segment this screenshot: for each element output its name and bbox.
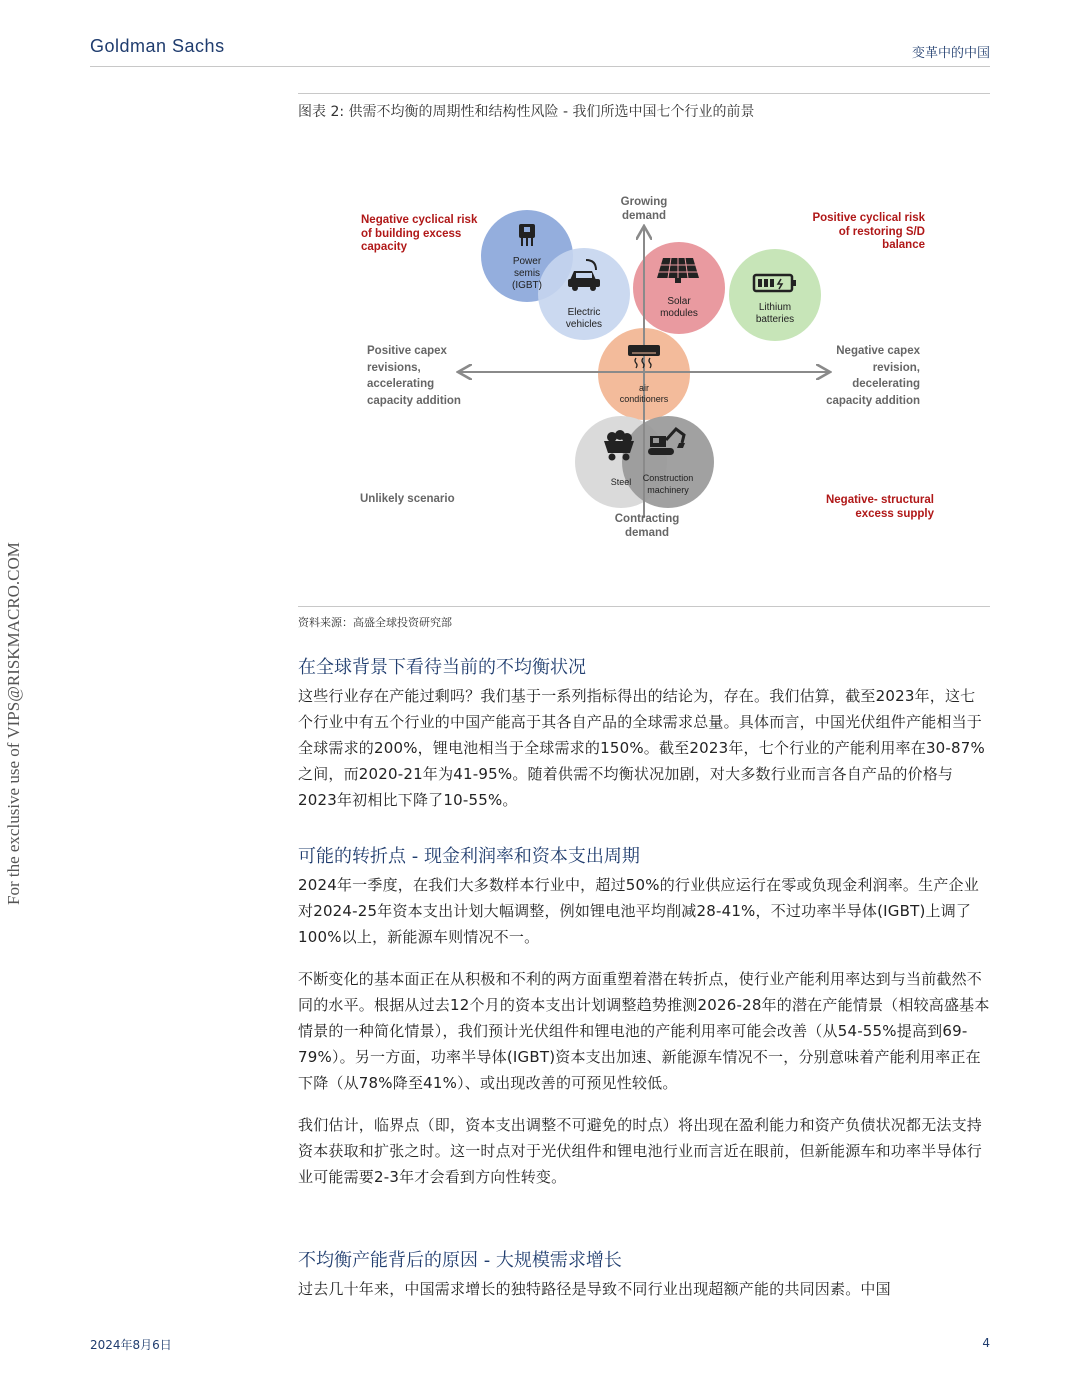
brand-logo-text: Goldman Sachs [90,36,225,56]
electric-car-icon [566,258,604,292]
axis-label-line: capacity addition [826,394,920,407]
label-lithium-batteries [745,302,805,326]
quadrant-diagram [350,190,950,550]
axis-label-left [367,343,461,409]
body-paragraph: 我们估计，临界点（即，资本支出调整不可避免的时点）将出现在盈利能力和资产负债状况都无法支持资本获取和扩张之时。这一时点对于光伏组件和锂电池行业而言近在眼前，但新能源车和功率半导体行业可能需要2-3年才会看到方向性转变。 [298,1116,983,1186]
battery-icon [752,272,798,294]
section-heading: 可能的转折点 - 现金利润率和资本支出周期 [298,846,640,867]
quadrant-label-line: excess supply [855,507,934,520]
axis-label-line: Negative capex [836,345,920,357]
body-paragraph: 不断变化的基本面正在从积极和不利的两方面重塑着潜在转折点，使行业产能利用率达到与当前截然不同的水平。根据从过去12个月的资本支出计划调整趋势推测2026-28年的潜在产能情景（相较高盛基本情景的一种简化情景），我们预计光伏组件和锂电池的产能利用率可能会改善（从54-55%提高到69-79%）。另一方面，功率半导体(IGBT)资本支出加速、新能源车情况不一，分别意味着产能利用率正在下降（从78%降至41%）、或出现改善的可预见性较低。 [298,970,990,1092]
label-line: air [638,383,649,393]
quadrant-label-line: Negative cyclical risk [361,214,478,226]
figure-caption: 图表 2: 供需不均衡的周期性和结构性风险 - 我们所选中国七个行业的前景 [298,104,755,120]
section-heading: 在全球背景下看待当前的不均衡状况 [298,657,586,678]
header-divider [90,66,990,67]
axis-label-line: Growing [620,196,668,208]
chip-icon [516,222,538,248]
quadrant-label-bottom-left: Unlikely scenario [360,493,455,505]
label-air-conditioners [609,383,679,405]
label-line: (IGBT) [512,280,542,291]
axis-label-top [604,196,684,223]
section-demand-growth [298,1249,990,1302]
solar-panel-icon [655,256,701,284]
quadrant-label-top-left [361,214,477,255]
figure-top-divider [298,93,990,94]
footer-date: 2024年8月6日 [90,1338,172,1352]
axis-label-line: Contracting [614,513,680,525]
label-line: Solar [667,296,691,307]
label-line: Lithium [758,302,792,313]
label-construction-machinery [633,472,703,496]
body-paragraph: 2024年一季度，在我们大多数样本行业中，超过50%的行业供应运行在零或负现金利润率。生产企业对2024-25年资本支出计划大幅调整，例如锂电池平均削减28-41%，不过功率半导体(IGBT)上调了100%以上，新能源车则情况不一。 [298,876,979,946]
axis-label-line: decelerating [852,378,920,390]
air-conditioner-icon [626,343,662,369]
figure-source: 资料来源：高盛全球投资研究部 [298,616,452,629]
section-global-context [298,656,990,813]
axis-label-bottom [602,513,692,540]
side-watermark: For the exclusive use of VIPS@RISKMACRO.COM [4,542,23,905]
label-line: Electric [567,307,601,318]
label-power-semis [497,256,557,292]
quadrant-label-line: of restoring S/D [838,225,925,238]
label-line: machinery [647,485,689,495]
label-line: Power [512,256,542,267]
quadrant-label-line: Positive cyclical risk [812,212,925,224]
report-series-title: 变革中的中国 [911,46,990,61]
axis-label-line: demand [621,209,667,222]
label-line: Construction [642,473,694,483]
label-line: modules [660,308,698,319]
label-line: vehicles [565,319,603,330]
axis-label-line: revisions, [367,361,421,374]
section-heading: 不均衡产能背后的原因 - 大规模需求增长 [298,1250,622,1271]
quadrant-label-top-right [780,212,925,253]
mining-cart-icon [602,430,636,462]
axis-label-right [790,343,920,409]
axis-label-line: Positive capex [367,345,447,357]
label-line: semis [513,268,541,279]
axis-label-line: demand [624,526,670,539]
figure-bottom-divider [298,606,990,607]
axis-label-line: capacity addition [367,394,461,407]
section-turning-point [298,845,990,1190]
body-paragraph: 过去几十年来，中国需求增长的独特路径是导致不同行业出现超额产能的共同因素。中国 [298,1280,891,1298]
axis-label-line: revision, [872,361,920,374]
excavator-icon [646,426,688,458]
quadrant-label-line: Negative- structural [825,494,934,506]
axis-label-line: accelerating [367,378,435,390]
quadrant-label-line: of building excess [361,227,462,240]
label-electric-vehicles [554,307,614,331]
quadrant-label-line: balance [882,239,925,251]
label-line: conditioners [619,394,669,404]
quadrant-label-line: capacity [361,241,408,253]
label-solar-modules [649,296,709,320]
quadrant-label-bottom-right [790,494,934,521]
page-number: 4 [982,1336,990,1350]
label-line: Steel [610,477,632,487]
label-line: batteries [755,314,795,325]
body-paragraph: 这些行业存在产能过剩吗？我们基于一系列指标得出的结论为，存在。我们估算，截至2023年，这七个行业中有五个行业的中国产能高于其各自产品的全球需求总量。具体而言，中国光伏组件产能相当于全球需求的200%，锂电池相当于全球需求的150%。截至2023年，七个行业的产能利用率在30-87%之间，而2020-21年为41-95%。随着供需不均衡状况加剧，对大多数行业而言各自产品的价格与2023年初相比下降了10-55%。 [298,687,985,809]
